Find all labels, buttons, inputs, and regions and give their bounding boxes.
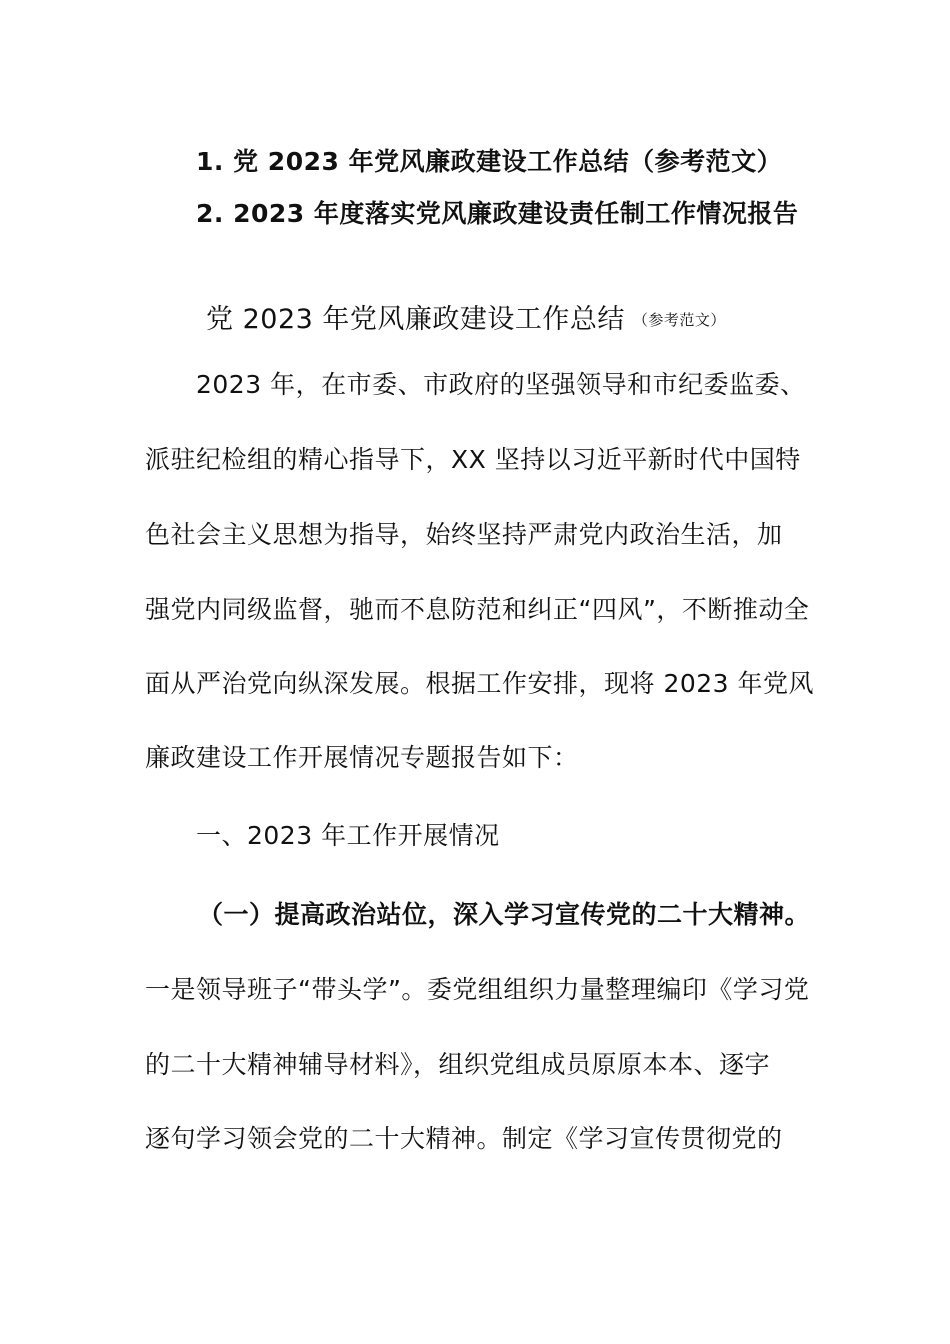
- paragraph-line: 逐句学习领会党的二十大精神。制定《学习宣传贯彻党的: [145, 1124, 783, 1153]
- article-title-note: （参考范文）: [632, 311, 726, 329]
- paragraph-line: 廉政建设工作开展情况专题报告如下：: [145, 743, 579, 772]
- paragraph-line: 的二十大精神辅导材料》，组织党组成员原原本本、逐字: [145, 1050, 771, 1079]
- paragraph-line: 面从严治党向纵深发展。根据工作安排，现将 2023 年党风: [145, 669, 815, 698]
- article-title: [206, 303, 726, 337]
- article-title-text: 党 2023 年党风廉政建设工作总结: [206, 304, 625, 335]
- toc-item-1[interactable]: 1. 党 2023 年党风廉政建设工作总结（参考范文）: [196, 147, 783, 176]
- subsection-heading: （一）提高政治站位，深入学习宣传党的二十大精神。: [198, 900, 811, 929]
- paragraph-line: 色社会主义思想为指导，始终坚持严肃党内政治生活，加: [145, 520, 783, 549]
- paragraph-line: 2023 年，在市委、市政府的坚强领导和市纪委监委、: [196, 370, 806, 399]
- paragraph-line: 一是领导班子“带头学”。委党组组织力量整理编印《学习党: [145, 975, 810, 1004]
- paragraph-line: 派驻纪检组的精心指导下，XX 坚持以习近平新时代中国特: [145, 445, 801, 474]
- section-heading: 一、2023 年工作开展情况: [196, 821, 500, 850]
- toc-item-2[interactable]: 2. 2023 年度落实党风廉政建设责任制工作情况报告: [196, 199, 799, 228]
- paragraph-line: 强党内同级监督，驰而不息防范和纠正“四风”，不断推动全: [145, 595, 810, 624]
